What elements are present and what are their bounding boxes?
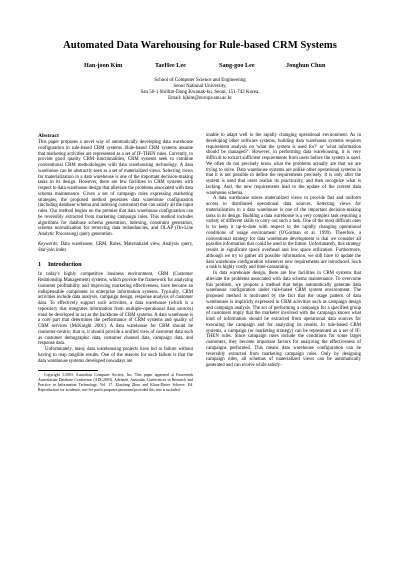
abstract-text: This paper proposes a novel way of automatically developing data warehouse configuration in rule-based CRM systems. Rule-based CRM systems assume that marketing activities are represented as a set of IF-THEN rules. Currently, to provide good quality CRM functionalities, CRM systems seek to combine conventional CRM methodologies with data warehousing technology. A data warehouse can be abstractly seen as a set of materialized views. Selecting views for materialization in a data warehouse is one of the important decision-making tasks in its design. However, there are few facilities in CRM systems with respect to data warehouse design that alleviate the problems associated with data schema maintenance. Given a set of campaign rules expressing marketing strategies, the proposed method generates data warehouse configuration (including database schema and indexing constraint) that can satisfy all the input rules. Our method begins on the premise that data warehouse configuration can be reversibly extracted from marketing campaign rules. This method includes algorithms for database schema generation, indexing, constraint generation, schema normalization for removing data redundancies, and OLAP (On-Line Analytic Processing) query generation. xyxy=(38,140,193,237)
right-column xyxy=(206,133,361,369)
author-name: TaeHee Lee xyxy=(155,62,186,69)
footnote-divider xyxy=(38,370,98,371)
keywords xyxy=(38,242,193,254)
section-number: 1 xyxy=(38,261,42,269)
body-paragraph: Unfortunately, many data warehousing projects have led to failure without having to reap tangible results. One of the reasons for such failure is that the data warehouse systems developed nowadays are xyxy=(38,347,193,364)
author-email: Email: hjkim@europa.snu.ac.kr xyxy=(168,96,232,101)
author-list xyxy=(0,62,400,72)
affiliation-line: San 56-1 Shillim-Dong Kwanak-ku, Seoul, 151-742 Korea, xyxy=(140,90,260,95)
author-name: Jonghun Chun xyxy=(286,62,326,69)
section-title: Introduction xyxy=(48,261,82,269)
body-paragraph: In today's highly competitive business environment, CRM (Customer Relationship Management) systems, which provide the framework for analyzing customer profitability and improving marketing effectiveness, have become an indispensable component in enterprise information systems. Typically, CRM activities include data analysis, campaign design, response analysis of customer data. To effectively support such activities, a data warehouse (which is a repository that integrates information from multiple-operational data sources) must be developed to act as the backbone of CRM systems. A data warehouse is a core part that determines the performance of CRM systems and quality of CRM services (McKnight 2001). A data warehouse for CRM should be customer-centric; that is, it should provide a unified view of customer data such as customer demographic data, customer channel data, campaign data, and response data. xyxy=(38,272,193,347)
author-name: Sang-goo Lee xyxy=(219,62,255,69)
affiliation-line: School of Computer Science and Engineering xyxy=(154,78,246,83)
body-paragraph: unable to adapt well to the rapidly changing operational environment. As in developing other software systems, building data warehouse systems requires requirement analysis on 'what the system is used for?' or 'what information should be managed?'. However, in performing data warehousing, it is very difficult to extract sufficient requirements from users before the system is used. We often do not precisely know what the problems actually are that we are trying to solve. Data warehouse systems are unlike other operational systems in that it is not possible to define the requirements precisely. It is only after the system is used that users realize its practicality, and then recognize what is lacking. And, the new requirements lead to the update of the current data warehouse schema. xyxy=(206,133,361,196)
body-paragraph: In data warehouse design, there are few facilities in CRM systems that alleviate the problems associated with data schema maintenance. To overcome this problem, we propose a method that helps automatically generate data warehouse configuration under rule-based CRM system environment. The proposed method is motivated by the fact that the usage pattern of data warehouses is implicitly expressed in CRM activities such as campaign design and campaign analysis. The act of performing a campaign for a specified group of customers imply that the marketer involved with the campaign knows what kind of information should be extracted from operational data sources for executing the campaign and for analyzing its results. In rule-based CRM systems, a campaign (or marketing strategy) can be represented as a set of IF-THEN rules. Since campaign rules include the conditions for some target customers, they become important factors for analyzing the effectiveness of campaigns performed. This means data warehouse configuration can be reversibly extracted from marketing campaign rules. Only by designing campaign rules, all schemas of materialized views can be automatically generated and can evolve while satisfy- xyxy=(206,271,361,368)
author-name: Han-joon Kim xyxy=(84,62,123,69)
body-paragraph: A data warehouse stores materialized views to provide fast and uniform access to distributed operational data sources. Selecting views for materialization in a data warehouse is one of the important decision-making tasks in its design. Building a data warehouse is a very complex task requiring a variety of different skills to carry out such a task. One of the most difficult ones is to keep it up-to-date with respect to the rapidly changing operational conditions of usage environment (O'Gorman et al. 1999). Therefore, a conventional strategy for data warehouse development is that we consider all possible information that could be used in the future. Unfortunately, this strategy results in significant space overhead and low space utilization. Furthermore, although we try to gather all possible information, we still have to update the data warehouse configuration whenever new requirements are introduced. Such a task is highly costly and time-consuming. xyxy=(206,196,361,271)
affiliation-line: Seoul National University, xyxy=(173,84,227,89)
left-column xyxy=(38,133,193,393)
keywords-label: Keywords: xyxy=(38,241,59,247)
copyright-footnote: Copyright ©2003, Australian Computer Society, Inc. This paper appeared at Fourteenth Australasian Database Conference (ADC2003), Adelaide, Australia, Conferences in Research and Practice in Information Technology, Vol. 17. Xiaofang Zhou and Klaus-Dieter Schewe, Ed. Reproduction for academic, not-for profit purposes permitted provided this text is included. xyxy=(38,373,193,392)
paper-title: Automated Data Warehousing for Rule-based CRM Systems xyxy=(63,40,337,51)
abstract-heading: Abstract xyxy=(38,133,59,139)
section-heading xyxy=(38,261,193,268)
affiliation-block xyxy=(0,78,400,102)
keywords-text: Data warehouse, CRM, Rules, Materialized view, Analysis query, Star-join index xyxy=(38,241,193,253)
